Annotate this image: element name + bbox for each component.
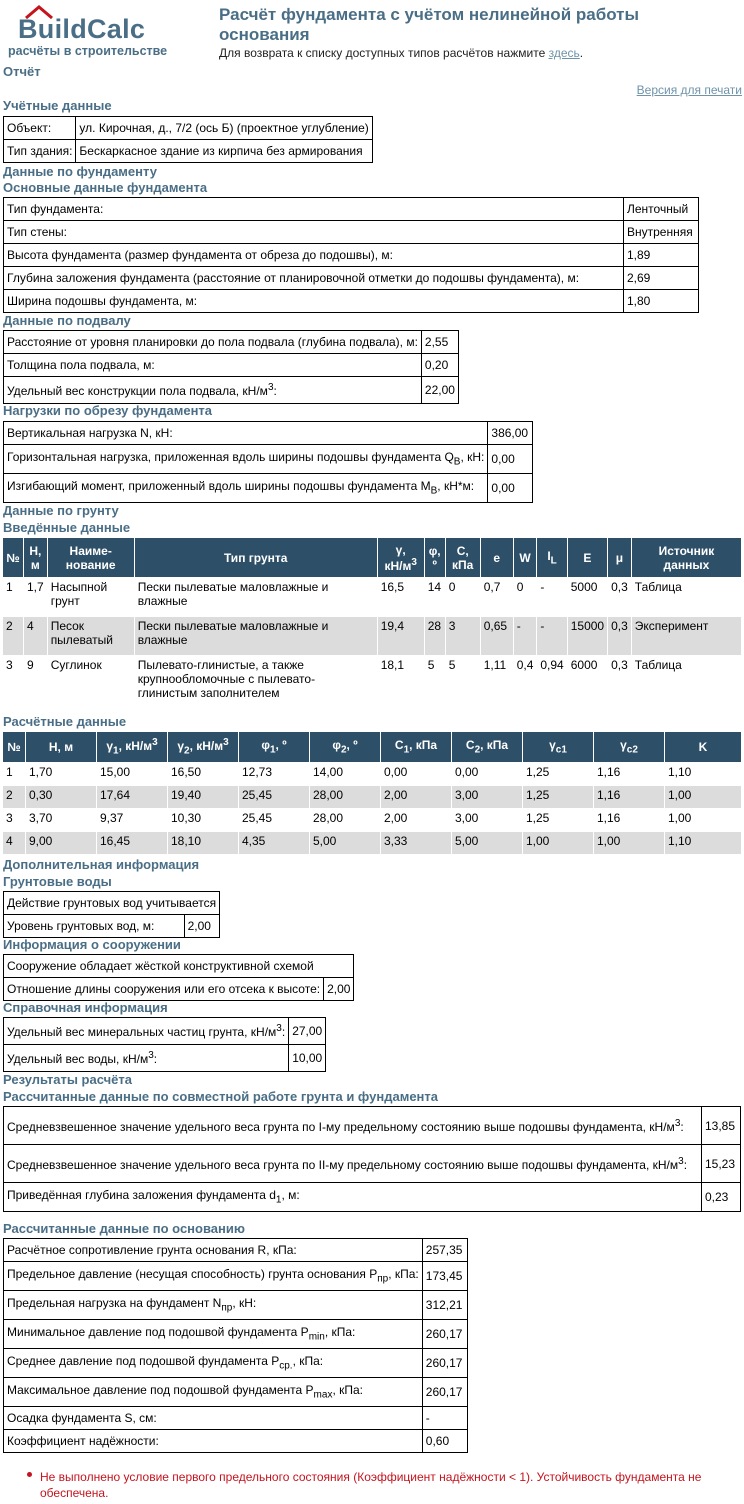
- label-tail: , кПа:: [388, 1267, 419, 1282]
- table-row: [4, 1239, 468, 1262]
- row-label: Тип стены:: [4, 221, 624, 244]
- gw-level-label: Уровень грунтовых вод, м:: [4, 915, 185, 938]
- section-found-main: Основные данные фундамента: [3, 180, 208, 195]
- table-cell: 3,70: [26, 809, 97, 832]
- header-row: [3, 538, 742, 578]
- table-cell: 1,00: [523, 832, 594, 855]
- row-label: [4, 1018, 289, 1045]
- row-value: 0,20: [421, 354, 458, 377]
- table-cell: 0,94: [537, 656, 567, 711]
- site-logo[interactable]: [4, 2, 204, 58]
- table-cell: 3,00: [452, 809, 523, 832]
- gw-note: Действие грунтовых вод учитывается: [4, 892, 220, 915]
- back-dot: .: [579, 46, 584, 60]
- row-label: [4, 1291, 423, 1320]
- table-cell: 5,00: [452, 832, 523, 855]
- label-sub: ср.: [279, 1360, 293, 1372]
- table-cell: 2,00: [381, 786, 452, 809]
- col-header: Тип грунта: [134, 538, 377, 578]
- table-cell: 1,11: [480, 656, 513, 711]
- table-cell: 0: [445, 578, 480, 617]
- row-label: [4, 1349, 423, 1378]
- table-row: [4, 445, 533, 474]
- table-cell: 5: [424, 656, 445, 711]
- row-value: 10,00: [289, 1045, 326, 1072]
- section-building: Информация о сооружении: [3, 937, 181, 952]
- label-tail: , кН:: [460, 450, 485, 465]
- label-sub: B: [430, 485, 438, 497]
- logo-title: BuildCalc: [18, 14, 146, 44]
- section-soil: Данные по грунту: [3, 503, 119, 518]
- row-value: 0,60: [422, 1430, 467, 1453]
- table-row: [4, 1407, 468, 1430]
- table-cell: 2: [3, 617, 24, 656]
- reference-table: [3, 1017, 326, 1072]
- table-cell: Таблица: [631, 578, 741, 617]
- table-cell: 25,45: [239, 786, 310, 809]
- row-label: Осадка фундамента S, см:: [4, 1407, 423, 1430]
- row-label: [4, 1183, 702, 1212]
- table-cell: 3,33: [381, 832, 452, 855]
- label-sub: B: [453, 456, 461, 468]
- label-text: Удельный вес конструкции пола подвала, кН/м: [7, 384, 268, 398]
- object-label: Объект:: [4, 117, 76, 140]
- label-tail: , кПа:: [324, 1325, 356, 1340]
- row-value: 2,55: [421, 331, 458, 354]
- table-cell: 0: [513, 578, 537, 617]
- table-row: [3, 786, 742, 809]
- col-header: №: [3, 538, 24, 578]
- section-soil-input: Введённые данные: [3, 520, 131, 535]
- label-sup: 3: [267, 382, 274, 393]
- table-cell: 18,10: [168, 832, 239, 855]
- object-value: ул. Кирочная, д., 7/2 (ось Б) (проектное углубление): [76, 117, 372, 140]
- row-label: Расчётное сопротивление грунта основания R, кПа:: [4, 1239, 423, 1262]
- label-text: Среднее давление под подошвой фундамента P: [7, 1354, 280, 1369]
- table-cell: 18,1: [377, 656, 424, 711]
- soil-input-table: [2, 537, 742, 711]
- label-text: Горизонтальная нагрузка, приложенная вдоль ширины подошвы фундамента Q: [7, 450, 454, 465]
- uchet-table: [3, 116, 373, 163]
- label-tail: , кН*м:: [437, 479, 475, 494]
- row-label: [4, 1107, 702, 1145]
- table-cell: 16,45: [97, 832, 168, 855]
- label-tail: :: [273, 384, 277, 398]
- table-row: [4, 244, 699, 267]
- table-cell: 6000: [567, 656, 607, 711]
- table-cell: 1: [3, 763, 26, 786]
- table-row: [4, 1378, 468, 1407]
- table-cell: 4: [24, 617, 48, 656]
- row-label: [4, 1145, 702, 1183]
- row-value: 173,45: [422, 1262, 467, 1291]
- label-sub: пр: [377, 1273, 389, 1285]
- row-label: [4, 1045, 289, 1072]
- col-header: E: [567, 538, 607, 578]
- table-row: [3, 809, 742, 832]
- warning-bullet-icon: [27, 1472, 32, 1477]
- ratio-value: 2,00: [324, 978, 354, 1001]
- gw-level-value: 2,00: [184, 915, 220, 938]
- table-row: [4, 354, 459, 377]
- row-value: 13,85: [702, 1107, 741, 1145]
- table-cell: -: [513, 617, 537, 656]
- table-row: [4, 1107, 741, 1145]
- row-label: Глубина заложения фундамента (расстояние от планировочной отметки до подошвы фундамента), м:: [4, 267, 624, 290]
- row-value: 386,00: [488, 422, 533, 445]
- table-cell: 9,00: [26, 832, 97, 855]
- row-label: Ширина подошвы фундамента, м:: [4, 290, 624, 313]
- table-cell: 17,64: [97, 786, 168, 809]
- table-cell: 1,00: [665, 809, 742, 832]
- table-cell: Таблица: [631, 656, 741, 711]
- row-value: 27,00: [289, 1018, 326, 1045]
- table-row: [4, 1430, 468, 1453]
- table-cell: 4,35: [239, 832, 310, 855]
- table-cell: 0,3: [608, 617, 632, 656]
- table-cell: 1,25: [523, 786, 594, 809]
- table-row: [4, 1320, 468, 1349]
- table-cell: Песок пылеватый: [47, 617, 134, 656]
- row-value: 0,23: [702, 1183, 741, 1212]
- table-row: [4, 422, 533, 445]
- label-tail: , кПа:: [292, 1354, 324, 1369]
- section-reference: Справочная информация: [3, 1000, 168, 1015]
- table-cell: 3,00: [452, 786, 523, 809]
- soil-calc-table: [2, 731, 742, 855]
- results-base-table: [3, 1238, 468, 1453]
- table-row: [3, 656, 742, 711]
- back-line: [219, 46, 583, 60]
- col-header: $\varphi_2$, º: [310, 732, 381, 763]
- building-type-label: Тип здания:: [4, 140, 76, 163]
- back-text: Для возврата к списку доступных типов расчётов нажмите: [219, 46, 546, 60]
- building-table: [3, 954, 354, 1001]
- table-row: [4, 1145, 741, 1183]
- row-label: [4, 1262, 423, 1291]
- label-sup: 3: [674, 1117, 681, 1129]
- table-cell: 0,7: [480, 578, 513, 617]
- table-cell: 3: [3, 809, 26, 832]
- table-cell: 25,45: [239, 809, 310, 832]
- results-joint-table: [3, 1106, 741, 1212]
- table-cell: 19,40: [168, 786, 239, 809]
- row-label: Расстояние от уровня планировки до пола подвала (глубина подвала), м:: [4, 331, 422, 354]
- row-label: [4, 445, 488, 474]
- row-value: 2,69: [624, 267, 699, 290]
- table-cell: 10,30: [168, 809, 239, 832]
- row-value: 257,35: [422, 1239, 467, 1262]
- label-text: Удельный вес воды, кН/м: [7, 1052, 149, 1066]
- label-sub: 1: [275, 1194, 282, 1206]
- table-cell: Пылевато-глинистые, а также крупнообломочные с пылевато-глинистым заполнителем: [134, 656, 377, 711]
- row-value: 312,21: [422, 1291, 467, 1320]
- col-header: e: [480, 538, 513, 578]
- section-results-base: Рассчитанные данные по основанию: [3, 1221, 245, 1236]
- table-cell: 0,3: [608, 656, 632, 711]
- section-extra: Дополнительная информация: [3, 857, 200, 872]
- table-cell: 1,70: [26, 763, 97, 786]
- table-row: [3, 832, 742, 855]
- table-cell: 1,10: [665, 832, 742, 855]
- table-row: [4, 331, 459, 354]
- table-cell: 0,65: [480, 617, 513, 656]
- table-cell: 16,5: [377, 578, 424, 617]
- table-cell: 3: [3, 656, 24, 711]
- section-soil-calc: Расчётные данные: [3, 714, 127, 729]
- col-header: W: [513, 538, 537, 578]
- col-header: $\gamma_1$, $кН/м^3$: [97, 732, 168, 763]
- label-sup: 3: [276, 1023, 282, 1034]
- col-header: μ: [608, 538, 632, 578]
- table-cell: 9: [24, 656, 48, 711]
- page-title: Расчёт фундамента с учётом нелинейной работы основания: [219, 5, 640, 44]
- row-value: 260,17: [422, 1378, 467, 1407]
- label-text: Предельное давление (несущая способность) грунта основания P: [7, 1267, 378, 1282]
- section-loads: Нагрузки по обрезу фундамента: [3, 403, 213, 418]
- row-value: Внутренняя: [624, 221, 699, 244]
- table-cell: 2,00: [381, 809, 452, 832]
- table-row: [4, 377, 459, 404]
- back-link[interactable]: здесь: [548, 46, 580, 60]
- table-cell: 15,00: [97, 763, 168, 786]
- table-row: [3, 578, 742, 617]
- row-label: Высота фундамента (размер фундамента от обреза до подошвы), м:: [4, 244, 624, 267]
- ratio-label: Отношение длины сооружения или его отсека к высоте:: [4, 978, 324, 1001]
- table-cell: 19,4: [377, 617, 424, 656]
- label-text: Средневзвешенное значение удельного веса грунта по I-му предельному состоянию выше подошвы фундамента, кН/м: [7, 1119, 675, 1134]
- print-version-link[interactable]: Версия для печати: [636, 83, 742, 97]
- table-row: [4, 267, 699, 290]
- warning-message: Не выполнено условие первого предельного состояния (Коэффициент надёжности < 1). Устойчивость фундамента не обеспечена.: [40, 1470, 702, 1500]
- table-cell: 0,30: [26, 786, 97, 809]
- table-cell: 1: [3, 578, 24, 617]
- label-tail: , кН:: [232, 1296, 257, 1311]
- row-label: Коэффициент надёжности:: [4, 1430, 423, 1453]
- label-tail: :: [281, 1025, 286, 1039]
- table-cell: 1,25: [523, 809, 594, 832]
- row-value: 22,00: [421, 377, 458, 404]
- label-tail: :: [680, 1119, 684, 1134]
- col-header: $C_2$, кПа: [452, 732, 523, 763]
- table-cell: 3: [445, 617, 480, 656]
- row-value: 15,23: [702, 1145, 741, 1183]
- table-cell: 28: [424, 617, 445, 656]
- table-cell: 0,00: [452, 763, 523, 786]
- table-row: [4, 221, 699, 244]
- label-text: Изгибающий момент, приложенный вдоль ширины подошвы фундамента M: [7, 479, 431, 494]
- table-cell: 15000: [567, 617, 607, 656]
- col-header: $I_L$: [537, 538, 567, 578]
- section-uchet: Учётные данные: [3, 98, 112, 113]
- col-header: φ, º: [424, 538, 445, 578]
- row-value: 260,17: [422, 1320, 467, 1349]
- row-label: Тип фундамента:: [4, 198, 624, 221]
- table-cell: 0,4: [513, 656, 537, 711]
- table-cell: 5000: [567, 578, 607, 617]
- row-value: Ленточный: [624, 198, 699, 221]
- table-cell: 14,00: [310, 763, 381, 786]
- table-cell: 0,3: [608, 578, 632, 617]
- table-row: [4, 1262, 468, 1291]
- label-text: Удельный вес минеральных частиц грунта, кН/м: [7, 1025, 277, 1039]
- section-results: Результаты расчёта: [3, 1072, 132, 1087]
- col-header: $\varphi_1$, º: [239, 732, 310, 763]
- header-row: [3, 732, 742, 763]
- row-label: [4, 474, 488, 503]
- label-sub: пр: [221, 1302, 233, 1314]
- row-value: 0,00: [488, 445, 533, 474]
- table-row: [4, 474, 533, 503]
- col-header: H, м: [26, 732, 97, 763]
- table-row: [4, 290, 699, 313]
- section-basement: Данные по подвалу: [3, 313, 131, 328]
- table-cell: 9,37: [97, 809, 168, 832]
- row-label: [4, 1320, 423, 1349]
- row-label: [4, 1378, 423, 1407]
- row-label: [4, 377, 422, 404]
- label-tail: :: [683, 1157, 688, 1172]
- logo-subtitle: расчёты в строительстве: [8, 44, 168, 58]
- row-label: Толщина пола подвала, м:: [4, 354, 422, 377]
- table-cell: Пески пылеватые маловлажные и влажные: [134, 617, 377, 656]
- table-cell: 28,00: [310, 786, 381, 809]
- col-header: γ, $кН/м^3$: [377, 538, 424, 578]
- label-text: Средневзвешенное значение удельного веса грунта по II-му предельному состоянию выше подошвы фундамента, кН/м: [7, 1157, 679, 1172]
- table-row: [3, 617, 742, 656]
- table-cell: Пески пылеватые маловлажные и влажные: [134, 578, 377, 617]
- groundwater-table: [3, 891, 220, 938]
- table-cell: 0,00: [381, 763, 452, 786]
- loads-table: [3, 421, 533, 503]
- label-text: Предельная нагрузка на фундамент N: [7, 1296, 222, 1311]
- row-value: 1,89: [624, 244, 699, 267]
- table-row: [4, 198, 699, 221]
- table-cell: 1,00: [665, 786, 742, 809]
- row-value: 0,00: [488, 474, 533, 503]
- label-sub: max: [313, 1389, 333, 1401]
- label-tail: , кПа:: [332, 1383, 364, 1398]
- table-cell: Насыпной грунт: [47, 578, 134, 617]
- row-value: 1,80: [624, 290, 699, 313]
- table-cell: 1,16: [594, 763, 665, 786]
- table-row: [4, 1183, 741, 1212]
- label-text: Приведённая глубина заложения фундамента d: [7, 1188, 276, 1203]
- col-header: $\gamma_{c1}$: [523, 732, 594, 763]
- section-results-joint: Рассчитанные данные по совместной работе грунта и фундамента: [3, 1089, 438, 1104]
- row-label: Вертикальная нагрузка N, кН:: [4, 422, 488, 445]
- table-cell: 1,00: [594, 832, 665, 855]
- label-sup: 3: [148, 1050, 154, 1061]
- col-header: $C_1$, кПа: [381, 732, 452, 763]
- table-row: [4, 1349, 468, 1378]
- table-cell: -: [537, 578, 567, 617]
- table-cell: 28,00: [310, 809, 381, 832]
- table-cell: 16,50: [168, 763, 239, 786]
- table-cell: 1,10: [665, 763, 742, 786]
- col-header: C, кПа: [445, 538, 480, 578]
- col-header: $\gamma_{c2}$: [594, 732, 665, 763]
- found-main-table: [3, 197, 699, 313]
- row-value: -: [422, 1407, 467, 1430]
- table-cell: 5: [445, 656, 480, 711]
- label-text: Минимальное давление под подошвой фундамента P: [7, 1325, 309, 1340]
- label-tail: , м:: [281, 1188, 300, 1203]
- row-value: 260,17: [422, 1349, 467, 1378]
- table-cell: 12,73: [239, 763, 310, 786]
- building-type-value: Бескаркасное здание из кирпича без армирования: [76, 140, 372, 163]
- table-cell: -: [537, 617, 567, 656]
- col-header: Наиме- нование: [47, 538, 134, 578]
- table-row: [4, 1291, 468, 1320]
- label-text: Максимальное давление под подошвой фундамента P: [7, 1383, 314, 1398]
- building-note: Сооружение обладает жёсткой конструктивной схемой: [4, 955, 354, 978]
- col-header: №: [3, 732, 26, 763]
- col-header: $\gamma_2$, $кН/м^3$: [168, 732, 239, 763]
- table-cell: 1,16: [594, 809, 665, 832]
- basement-table: [3, 330, 459, 404]
- table-row: [3, 763, 742, 786]
- table-cell: 1,25: [523, 763, 594, 786]
- section-found: Данные по фундаменту: [3, 164, 157, 179]
- label-tail: :: [153, 1052, 158, 1066]
- col-header: H, м: [24, 538, 48, 578]
- table-cell: 5,00: [310, 832, 381, 855]
- label-sub: min: [308, 1331, 325, 1343]
- report-heading: Отчёт: [3, 64, 41, 79]
- table-cell: 14: [424, 578, 445, 617]
- table-cell: Эксперимент: [631, 617, 741, 656]
- col-header: Источник данных: [631, 538, 741, 578]
- table-cell: 1,7: [24, 578, 48, 617]
- table-cell: Суглинок: [47, 656, 134, 711]
- col-header: K: [665, 732, 742, 763]
- label-sup: 3: [678, 1155, 684, 1167]
- table-cell: 2: [3, 786, 26, 809]
- table-row: [4, 1018, 326, 1045]
- table-cell: 1,16: [594, 786, 665, 809]
- table-cell: 4: [3, 832, 26, 855]
- table-row: [4, 1045, 326, 1072]
- section-groundwater: Грунтовые воды: [3, 874, 112, 889]
